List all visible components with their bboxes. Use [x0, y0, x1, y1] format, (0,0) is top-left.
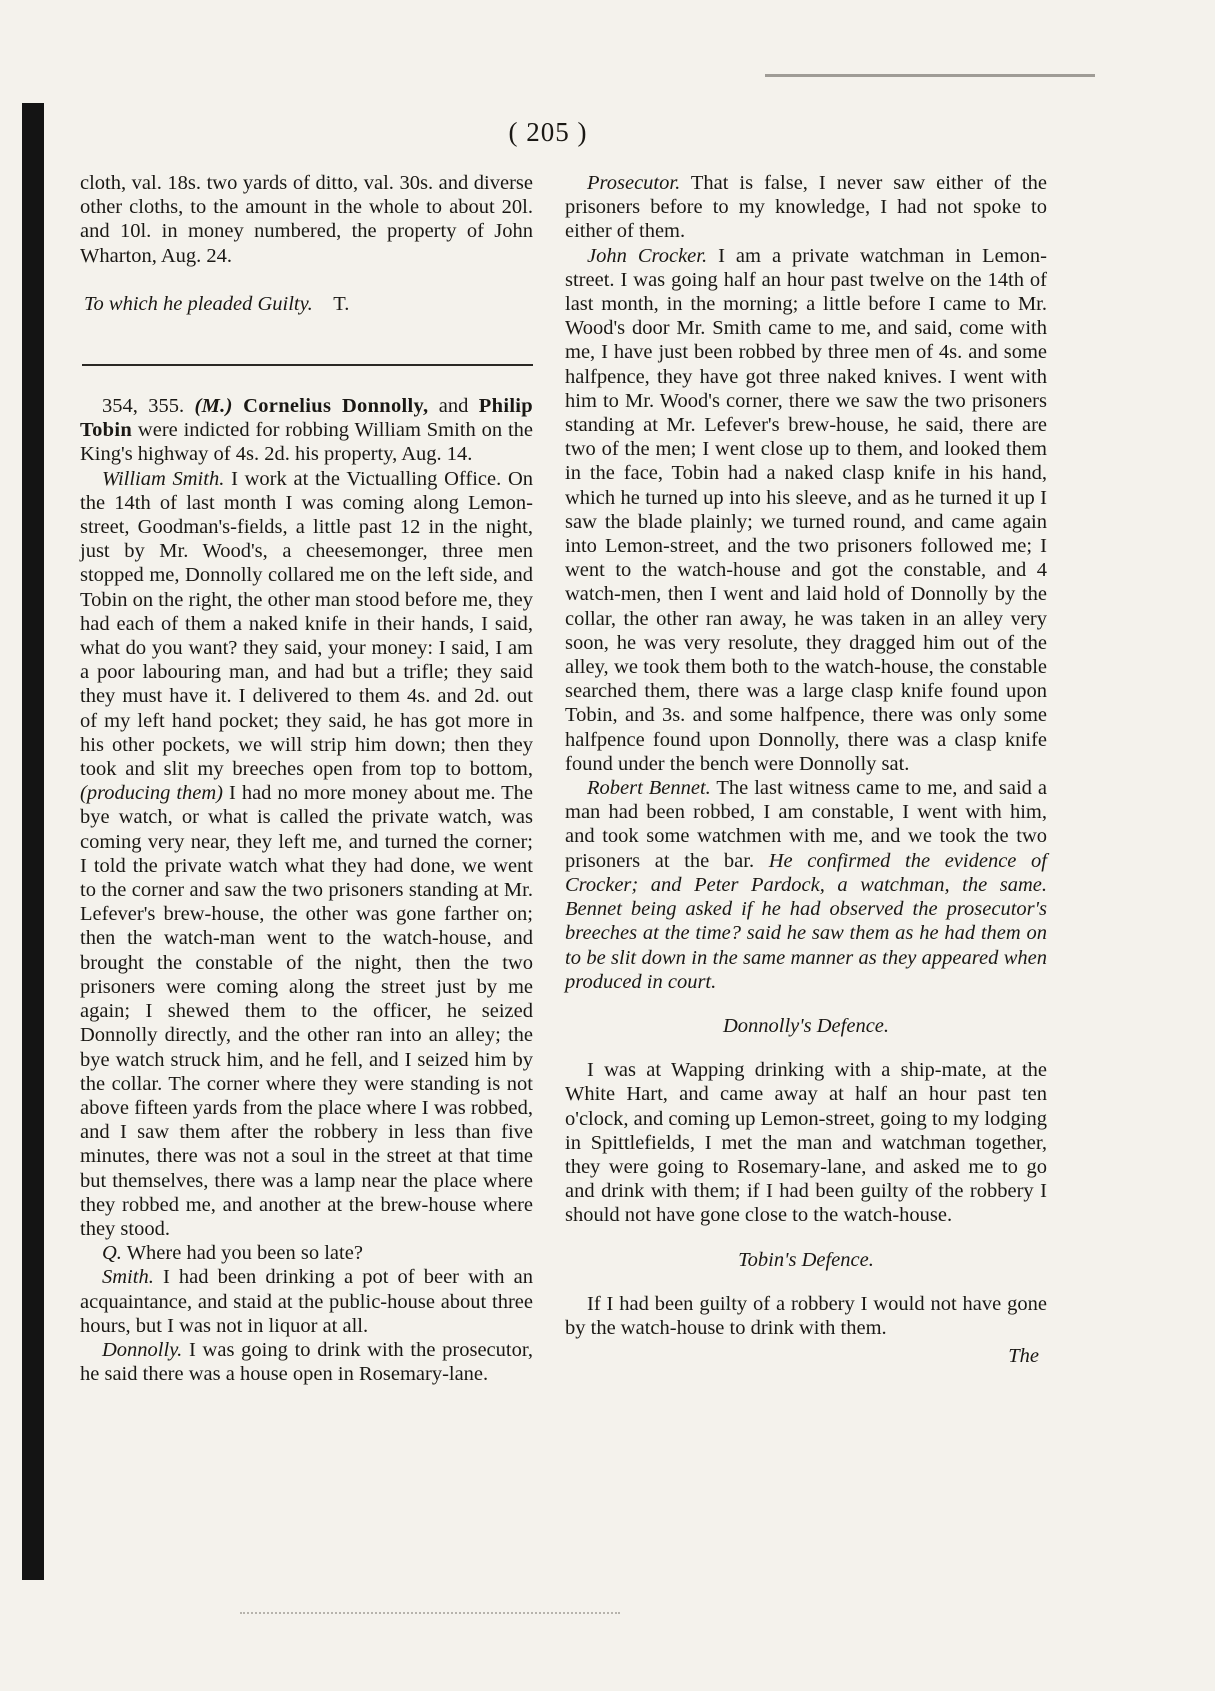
donnolly-defence-text: I was at Wapping drinking with a ship-mate, at the White Hart, and came away at half an hour past ten o'clock, and coming up Lemon-street, going to my lodging in Spittlefields, I met the man and watchman together, they were going to Rosemary-lane, and asked me to go and drink with them; if I had been guilty of the robbery I should not have gone close to the watch-house. — [565, 1059, 1047, 1227]
bennet-paragraph — [565, 776, 1047, 994]
speaker-robert-bennet: Robert Bennet. — [587, 777, 711, 800]
smith-answer-paragraph — [80, 1265, 533, 1338]
producing-note: (producing them) — [80, 782, 224, 805]
smith-answer-text: I had been drinking a pot of beer with an acquaintance, and staid at the public-house about three hours, but I was not in liquor at all. — [80, 1266, 534, 1337]
crocker-text: I am a private watchman in Lemon-street. I was going half an hour past twelve on the 14th of last month, in the morning; a little before I came to Mr. Wood's door Mr. Smith came to me, and said, come with me, I have just been robbed by three men of 4s. and some halfpence, they have got three naked knives. I went with him to Mr. Wood's corner, there we saw the two prisoners standing at Mr. Lefever's brew-house, he said, there are two of the men; I went close up to them, and looked them in the face, Tobin had a naked clasp knife in his hand, which he turned up into his sleeve, and as he turned it up I saw the blade plainly; we turned round, and came again into Lemon-street, and the two prisoners followed me; I went to the watch-house and got the constable, and 4 watch-men, then I went and laid hold of Donnolly by the collar, the other ran away, he was taken in an alley very soon, he was very resolute, they dragged him out of the alley, we took them both to the watch-house, the constable searched them, there was a large clasp knife found upon Tobin, and 3s. and some halfpence, there was only some halfpence found upon Donnolly, there was a clasp knife found under the bench were Donnolly sat. — [565, 244, 1048, 775]
plea-text: To which he pleaded Guilty. — [84, 292, 313, 315]
case-mark: (M.) — [194, 395, 233, 418]
section-divider — [82, 364, 533, 366]
book-binding-edge — [22, 103, 44, 1580]
donnolly-defence-heading: Donnolly's Defence. — [722, 1014, 890, 1037]
bennet-summary: He confirmed the evidence of Crocker; and Peter Pardock, a watchman, the same. Bennet being asked if he had observed the prosecutor's breeches at the time? said he saw them as he had them on to be slit down in the same manner as they appeared when produced in court. — [565, 849, 1047, 993]
speaker-smith: Smith. — [102, 1266, 154, 1289]
tobin-defence-text: If I had been guilty of a robbery I would not have gone by the watch-house to drink with them. — [565, 1292, 1047, 1339]
question-paragraph — [80, 1241, 533, 1265]
case-number: 354, 355. — [102, 395, 185, 418]
defendant-1: Cornelius Donnolly, — [243, 395, 429, 418]
indictment-paragraph — [80, 394, 533, 467]
donnolly-statement-text: I was going to drink with the prosecutor, he said there was a house open in Rosemary-lane. — [80, 1338, 533, 1386]
speaker-prosecutor: Prosecutor. — [587, 172, 681, 194]
plea-mark: T. — [333, 292, 350, 315]
scan-artifact-top — [765, 74, 1095, 77]
speaker-donnolly: Donnolly. — [102, 1338, 183, 1361]
speaker-william-smith: William Smith. — [102, 467, 225, 490]
question-label: Q. — [102, 1242, 122, 1265]
smith-testimony-text: I work at the Victualling Office. On the 14th of last month I was coming along Lemon-street, Goodman's-fields, a little past 12 in the night, just by Mr. Wood's, a cheesemonger, three men stopped me, Donnolly collared me on the left side, and Tobin on the right, the other man stood before me, they had each of them a naked knife in their hands, I said, what do you want? they said, your money: I said, I am a poor labouring man, and had but a trifle; they said they must have it. I delivered to them 4s. and 2d. out of my left hand pocket; they said, he has got more in his other pockets, we will strip him down; then they took and slit my breeches open from top to bottom, — [80, 467, 533, 781]
page-number: ( 205 ) — [508, 117, 588, 147]
crocker-paragraph — [565, 244, 1047, 776]
tobin-defence-heading: Tobin's Defence. — [738, 1248, 874, 1271]
question-text: Where had you been so late? — [126, 1242, 363, 1265]
defendant-2: Philip Tobin — [80, 395, 534, 442]
catchword: The — [1008, 1345, 1039, 1368]
scan-artifact-bottom — [240, 1612, 620, 1616]
bennet-text: The last witness came to me, and said a man had been robbed, I am constable, I went with him, and took some watchmen with me, and we took the two prisoners at the bar. — [565, 777, 1047, 872]
continuation-paragraph: cloth, val. 18s. two yards of ditto, val. 30s. and diverse other cloths, to the amount in the whole to about 20l. and 10l. in money numbered, the property of John Wharton, Aug. 24. — [80, 172, 533, 267]
indictment-text: were indicted for robbing William Smith on the King's highway of 4s. 2d. his property, Aug. 14. — [80, 419, 534, 466]
left-column — [80, 171, 533, 1386]
speaker-john-crocker: John Crocker. — [587, 244, 708, 267]
smith-testimony-text-2: I had no more money about me. The bye watch, or what is called the private watch, was coming very near, they left me, and turned the corner; I told the private watch what they had done, we went to the corner and saw the two prisoners standing at Mr. Lefever's brew-house, the other was gone farther on; then the watch-man went to the watch-house, and brought the constable of the night, then the two prisoners were coming along the street just by me again; I shewed them to the officer, he seized Donnolly directly, and the other ran into an alley; the bye watch struck him, and he fell, and I seized him by the collar. The corner where they were standing is not above fifteen yards from the place where I was robbed, and I saw them after the robbery in less than five minutes, there was not a soul in the street at that time but themselves, there was a lamp near the place where they robbed me, and another at the brew-house where they stood. — [80, 782, 534, 1240]
smith-testimony-paragraph — [80, 467, 533, 1242]
donnolly-statement-paragraph — [80, 1338, 533, 1386]
plea-line — [80, 292, 533, 316]
prosecutor-paragraph — [565, 171, 1047, 244]
right-column — [565, 171, 1047, 1368]
prosecutor-text: That is false, I never saw either of the prisoners before to my knowledge, I had not spoke to either of them. — [565, 172, 1047, 243]
and-word: and — [438, 395, 469, 418]
